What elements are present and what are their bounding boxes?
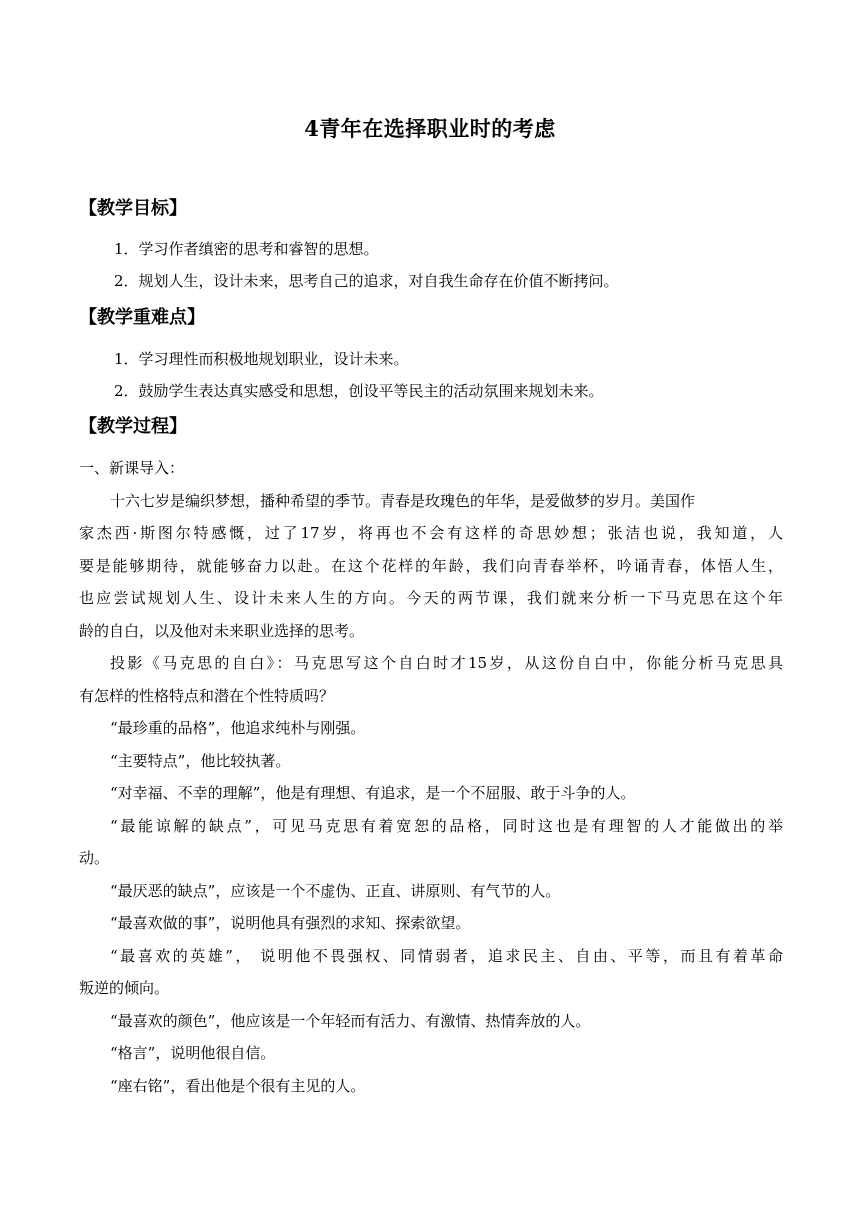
quote-line: “最珍重的品格”，他追求纯朴与刚强。	[110, 719, 366, 737]
quote-line: 动。	[79, 849, 110, 867]
quote-line: “格言”，说明他很自信。	[110, 1044, 276, 1062]
para1-line-2: 家杰西·斯图尔特感慨，过了17岁，将再也不会有这样的奇思妙想；张洁也说，我知道，人	[79, 524, 783, 542]
key-points-heading: 【教学重难点】	[79, 307, 205, 328]
quote-line: “座右铭”，看出他是个很有主见的人。	[110, 1077, 366, 1095]
para1-line-4: 也应尝试规划人生、设计未来人生的方向。今天的两节课，我们就来分析一下马克思在这个年	[79, 589, 783, 607]
key-points-item-1: 1．学习理性而积极地规划职业，设计未来。	[114, 350, 409, 368]
para1-line-1: 十六七岁是编织梦想，播种希望的季节。青春是玫瑰色的年华，是爱做梦的岁月。美国作	[110, 492, 696, 510]
quote-line: “最喜欢的颜色”，他应该是一个年轻而有活力、有激情、热情奔放的人。	[110, 1012, 591, 1030]
para2-line-2: 有怎样的性格特点和潜在个性特质吗？	[79, 687, 335, 705]
quote-line: “最喜欢的英雄”， 说明他不畏强权、同情弱者，追求民主、自由、平等，而且有着革命	[110, 947, 783, 965]
quote-line: “最喜欢做的事”，说明他具有强烈的求知、探索欲望。	[110, 914, 471, 932]
intro-subheading: 一、新课导入：	[79, 459, 185, 477]
goals-item-1: 1．学习作者缜密的思考和睿智的思想。	[114, 240, 379, 258]
para1-line-3: 要是能够期待，就能够奋力以赴。在这个花样的年龄，我们向青春举杯，吟诵青春，体悟人生，	[79, 557, 783, 575]
para2-line-1: 投影《马克思的自白》：马克思写这个自白时才15岁，从这份自白中，你能分析马克思具	[110, 654, 783, 672]
process-heading: 【教学过程】	[79, 416, 187, 437]
quote-line: “最厌恶的缺点”，应该是一个不虚伪、正直、讲原则、有气节的人。	[110, 882, 561, 900]
key-points-item-2: 2．鼓励学生表达真实感受和思想，创设平等民主的活动氛围来规划未来。	[114, 382, 604, 400]
quote-line: “最能谅解的缺点”，可见马克思有着宽恕的品格，同时这也是有理智的人才能做出的举	[110, 817, 783, 835]
para1-line-5: 龄的自白，以及他对未来职业选择的思考。	[79, 622, 365, 640]
page-title: 4青年在选择职业时的考虑	[304, 116, 556, 141]
quote-line: “对幸福、不幸的理解”，他是有理想、有追求，是一个不屈服、敢于斗争的人。	[110, 784, 636, 802]
goals-item-2: 2．规划人生，设计未来，思考自己的追求，对自我生命存在价值不断拷问。	[114, 272, 619, 290]
quote-line: “主要特点”，他比较执著。	[110, 752, 291, 770]
quote-line: 叛逆的倾向。	[79, 979, 170, 997]
goals-heading: 【教学目标】	[79, 198, 187, 219]
